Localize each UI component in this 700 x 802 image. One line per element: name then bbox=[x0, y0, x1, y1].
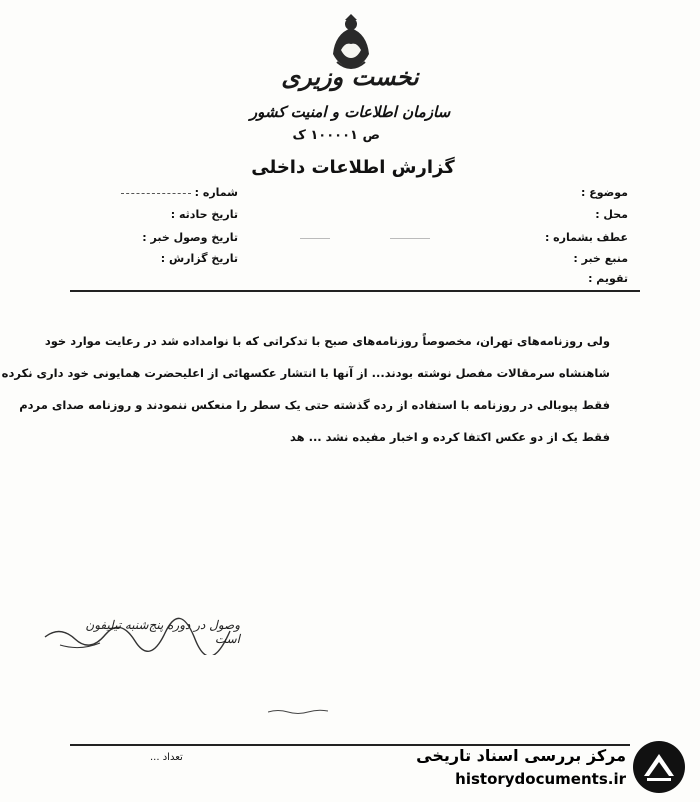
faint-mark bbox=[390, 238, 430, 239]
body-line-4: فقط یک از دو عکس اکتفا کرده و اخبار مفیده نشد ... هد bbox=[289, 430, 610, 444]
body-line-2: شاهنشاه سرمقالات مفصل نوشته بودند... از آنها با انتشار عکسهائی از اعلیحضرت همایونی خود داری نکرده bbox=[1, 366, 610, 380]
source-label: منبع خبر : bbox=[573, 252, 628, 265]
faint-mark bbox=[300, 238, 330, 239]
attachment-label: عطف بشماره : bbox=[544, 231, 628, 244]
report-date-label: تاریخ گزارش : bbox=[160, 252, 238, 265]
event-date-field bbox=[78, 208, 238, 221]
faint-scribble bbox=[268, 700, 328, 706]
header-divider bbox=[70, 290, 640, 292]
receipt-date-field bbox=[78, 231, 238, 244]
evaluation-label: تقویم : bbox=[588, 272, 628, 285]
subject-field bbox=[581, 186, 628, 199]
location-field bbox=[595, 208, 628, 221]
attachment-field bbox=[545, 231, 628, 244]
handwritten-note-text: وصول در دوره پنج‌شنبه تیلیفون است bbox=[85, 618, 240, 646]
book-logo-icon bbox=[632, 740, 686, 794]
report-title: گزارش اطلاعات داخلی bbox=[251, 157, 455, 178]
footer-note: تعداد ... bbox=[150, 752, 183, 763]
receipt-date-label: تاریخ وصول خبر : bbox=[142, 231, 238, 244]
document-code: ص ۱۰۰۰۰۱ ک bbox=[292, 128, 380, 143]
ministry-heading: نخست وزیری bbox=[281, 62, 419, 91]
location-label: محل : bbox=[595, 208, 628, 221]
body-line-1: ولی روزنامه‌های تهران، مخصوصاً روزنامه‌های صبح با تدکراتی که با نوامداده شد در رعایت موارد خود bbox=[44, 334, 610, 348]
organization-name: سازمان اطلاعات و امنیت کشور bbox=[249, 103, 451, 121]
body-line-3: فقط پیوبالی در روزنامه با استفاده از رده گذشته حتی یک سطر را منعکس ننمودند و روزنامه صدای مردم bbox=[19, 398, 610, 412]
number-field bbox=[78, 186, 238, 199]
source-field bbox=[573, 252, 628, 265]
subject-label: موضوع : bbox=[581, 186, 628, 199]
number-label: شماره : bbox=[194, 186, 238, 199]
watermark-title: مرکز بررسی اسناد تاریخی bbox=[416, 746, 626, 765]
report-date-field bbox=[78, 252, 238, 265]
number-dash-line bbox=[121, 193, 191, 194]
event-date-label: تاریخ حادثه : bbox=[170, 208, 238, 221]
evaluation-field bbox=[588, 272, 628, 285]
watermark-url: historydocuments.ir bbox=[455, 770, 626, 788]
